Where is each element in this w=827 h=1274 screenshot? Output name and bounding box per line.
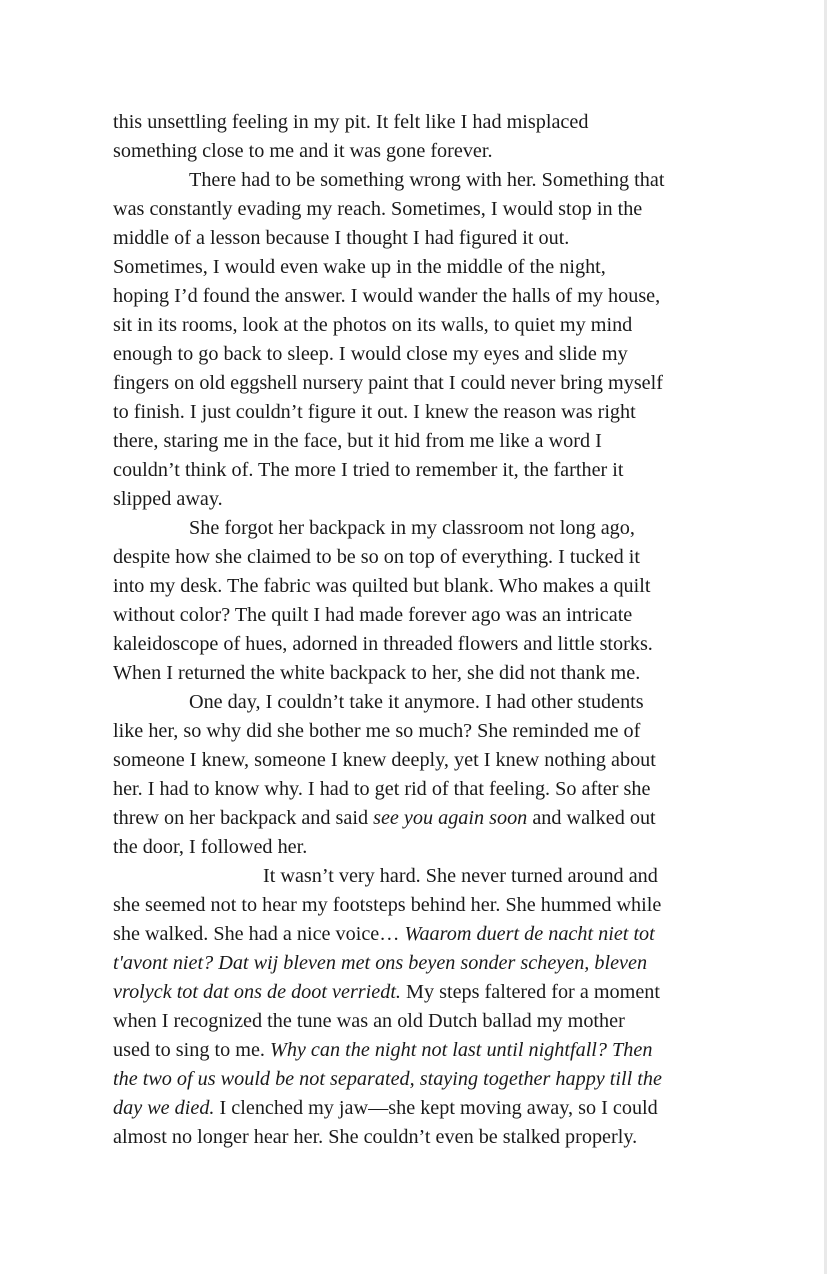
text-line: was constantly evading my reach. Sometimes, I would stop in the bbox=[113, 198, 643, 220]
text-line: hoping I’d found the answer. I would wander the halls of my house, bbox=[113, 285, 661, 307]
text-line: without color? The quilt I had made forever ago was an intricate bbox=[113, 604, 633, 626]
text-segment: My steps faltered for a moment bbox=[400, 981, 660, 1003]
text-line: middle of a lesson because I thought I had figured it out. bbox=[113, 227, 570, 249]
italic-lyric-line: t'avont niet? Dat wij bleven met ons beyen sonder scheyen, bleven bbox=[113, 952, 648, 974]
text-segment: used to sing to me. bbox=[113, 1039, 271, 1061]
text-line: enough to go back to sleep. I would close my eyes and slide my bbox=[113, 343, 628, 365]
text-line: this unsettling feeling in my pit. It felt like I had misplaced bbox=[113, 111, 589, 133]
body-text bbox=[113, 108, 723, 1152]
italic-lyric: Waarom duert de nacht niet tot bbox=[404, 923, 655, 945]
text-line: fingers on old eggshell nursery paint that I could never bring myself bbox=[113, 372, 663, 394]
text-line: despite how she claimed to be so on top of everything. I tucked it bbox=[113, 546, 640, 568]
text-line: she seemed not to hear my footsteps behind her. She hummed while bbox=[113, 894, 662, 916]
text-line bbox=[113, 920, 723, 949]
text-line: couldn’t think of. The more I tried to remember it, the farther it bbox=[113, 459, 624, 481]
text-line: to finish. I just couldn’t figure it out. I knew the reason was right bbox=[113, 401, 636, 423]
text-line: slipped away. bbox=[113, 488, 223, 510]
text-line: almost no longer hear her. She couldn’t even be stalked properly. bbox=[113, 1126, 638, 1148]
text-line: into my desk. The fabric was quilted but blank. Who makes a quilt bbox=[113, 575, 651, 597]
text-line: like her, so why did she bother me so much? She reminded me of bbox=[113, 720, 641, 742]
text-line: sit in its rooms, look at the photos on its walls, to quiet my mind bbox=[113, 314, 633, 336]
paragraph-start-line: One day, I couldn’t take it anymore. I had other students bbox=[189, 691, 644, 713]
paragraph-start-line: She forgot her backpack in my classroom not long ago, bbox=[189, 517, 635, 539]
italic-translation: day we died. bbox=[113, 1097, 215, 1119]
text-segment: and walked out bbox=[527, 807, 656, 829]
italic-lyric: vrolyck tot dat ons de doot verriedt. bbox=[113, 981, 401, 1003]
text-line: something close to me and it was gone forever. bbox=[113, 140, 493, 162]
italic-phrase: see you again soon bbox=[373, 807, 528, 829]
paragraph-start-line: It wasn’t very hard. She never turned around and bbox=[263, 865, 658, 887]
text-line bbox=[113, 1094, 723, 1123]
paragraph-start-line: There had to be something wrong with her. Something that bbox=[189, 169, 665, 191]
text-line bbox=[113, 978, 723, 1007]
text-line: someone I knew, someone I knew deeply, yet I knew nothing about bbox=[113, 749, 656, 771]
text-segment: I clenched my jaw—she kept moving away, so I could bbox=[214, 1097, 658, 1119]
text-line: when I recognized the tune was an old Dutch ballad my mother bbox=[113, 1010, 625, 1032]
text-segment: threw on her backpack and said bbox=[113, 807, 374, 829]
text-line: her. I had to know why. I had to get rid of that feeling. So after she bbox=[113, 778, 651, 800]
text-line: there, staring me in the face, but it hid from me like a word I bbox=[113, 430, 602, 452]
text-segment: she walked. She had a nice voice… bbox=[113, 923, 405, 945]
text-line bbox=[113, 804, 723, 833]
text-line bbox=[113, 1036, 723, 1065]
text-line: When I returned the white backpack to her, she did not thank me. bbox=[113, 662, 641, 684]
italic-translation: Why can the night not last until nightfall? Then bbox=[270, 1039, 653, 1061]
text-line: the door, I followed her. bbox=[113, 836, 308, 858]
text-line: Sometimes, I would even wake up in the middle of the night, bbox=[113, 256, 606, 278]
text-line: kaleidoscope of hues, adorned in threaded flowers and little storks. bbox=[113, 633, 653, 655]
italic-translation-line: the two of us would be not separated, staying together happy till the bbox=[113, 1068, 662, 1090]
